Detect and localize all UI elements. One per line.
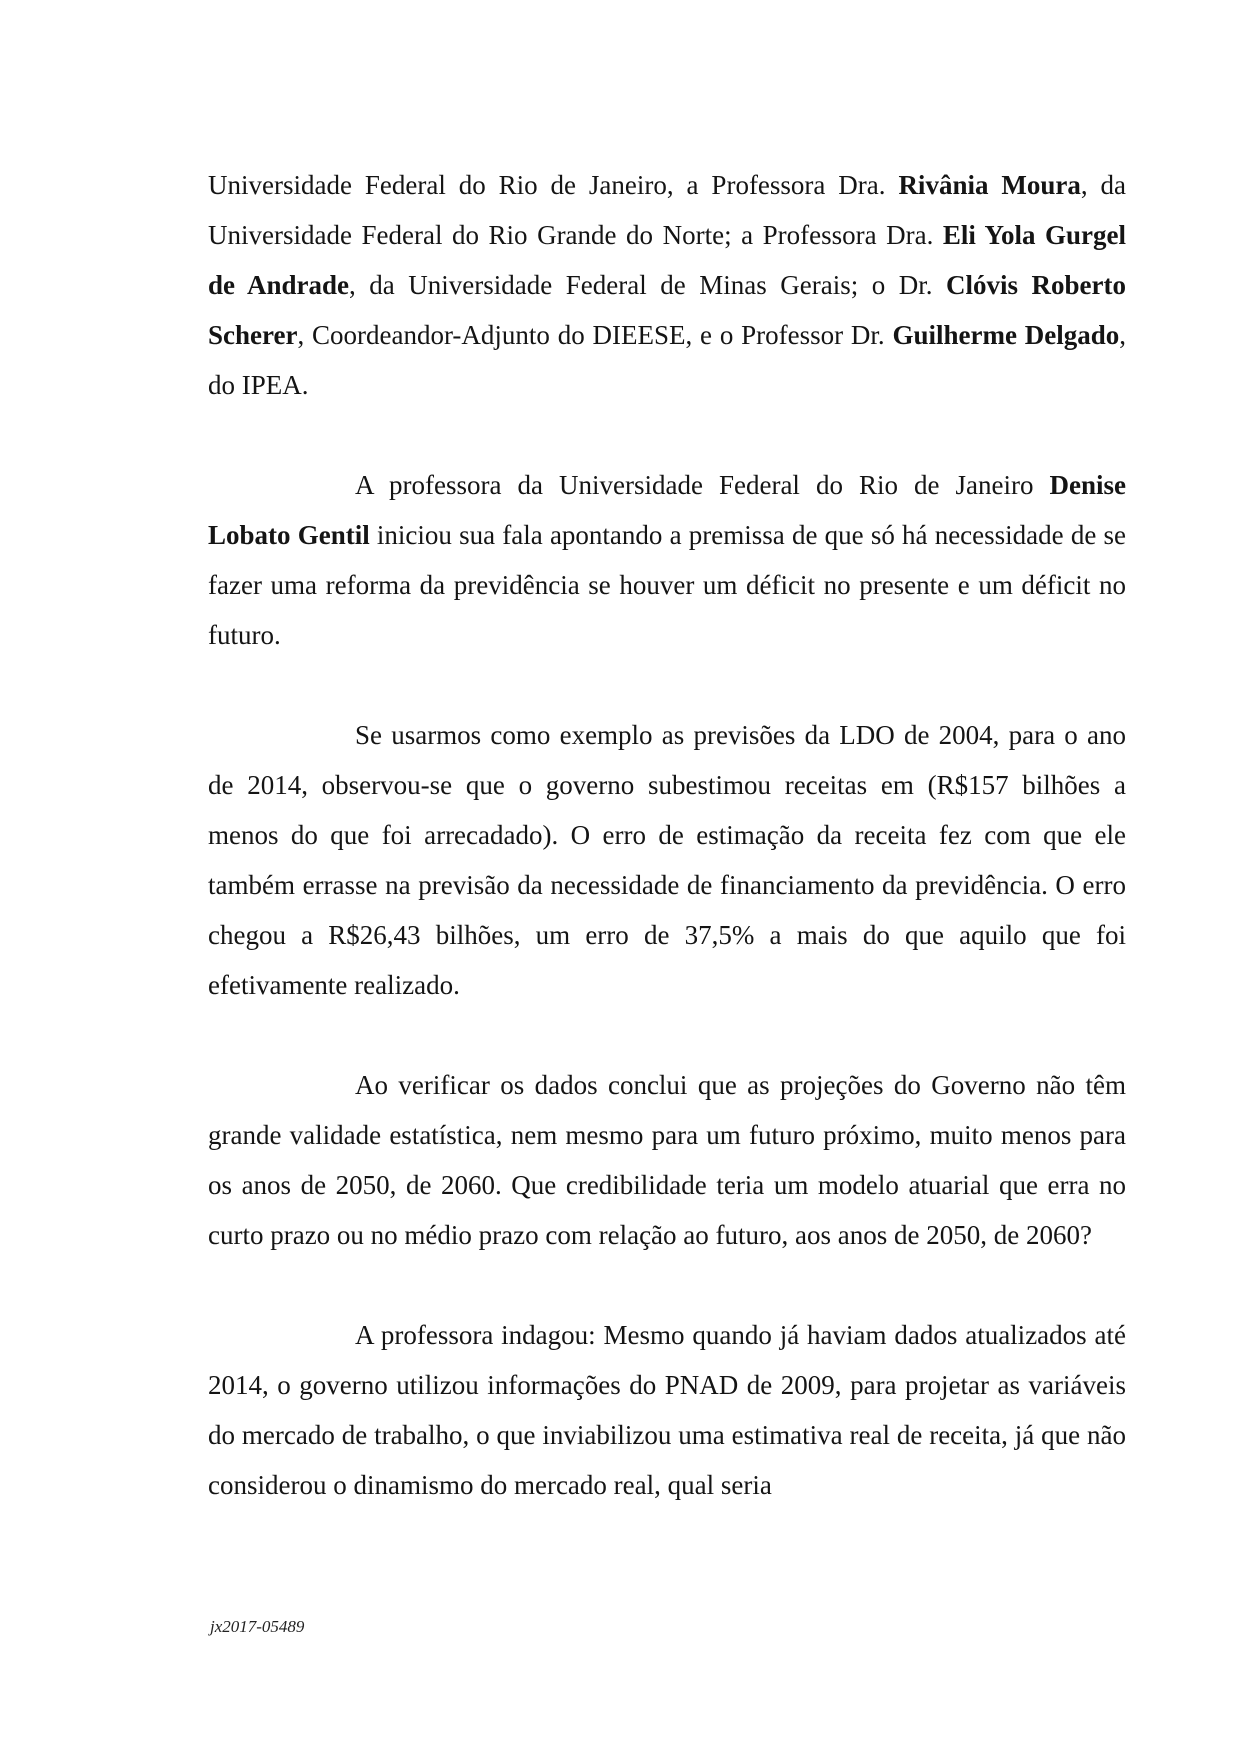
paragraph-text: A professora indagou: Mesmo quando já haviam dados atualizados até 2014, o governo utilizou informações do PNAD de 2009, para projetar as variáveis do mercado de trabalho, o que inviabilizou uma estimativa real de receita, já que não considerou o dinamismo do mercado real, qual seria [208,1320,1126,1500]
speaker-name: Clóvis Roberto Scherer [208,270,1126,350]
paragraph-5 [208,1310,1126,1510]
paragraph-4 [208,1060,1126,1260]
paragraph-3 [208,710,1126,1010]
paragraph-text: iniciou sua fala apontando a premissa de que só há necessidade de se fazer uma reforma da previdência se houver um déficit no presente e um déficit no futuro. [208,520,1126,650]
paragraph-text: A professora da Universidade Federal do Rio de Janeiro [355,470,1050,500]
speaker-name: Eli Yola Gurgel de Andrade [208,220,1126,300]
document-body [208,160,1126,1510]
paragraph-text: Ao verificar os dados conclui que as projeções do Governo não têm grande validade estatística, nem mesmo para um futuro próximo, muito menos para os anos de 2050, de 2060. Que credibilidade teria um modelo atuarial que erra no curto prazo ou no médio prazo com relação ao futuro, aos anos de 2050, de 2060? [208,1070,1126,1250]
paragraph-text: Se usarmos como exemplo as previsões da LDO de 2004, para o ano de 2014, observou-se que o governo subestimou receitas em (R$157 bilhões a menos do que foi arrecadado). O erro de estimação da receita fez com que ele também errasse na previsão da necessidade de financiamento da previdência. O erro chegou a R$26,43 bilhões, um erro de 37,5% a mais do que aquilo que foi efetivamente realizado. [208,720,1126,1000]
paragraph-text: , da Universidade Federal de Minas Gerais; o Dr. [349,270,946,300]
speaker-name: Guilherme Delgado [892,320,1120,350]
paragraph-2 [208,460,1126,660]
paragraph-text: Universidade Federal do Rio de Janeiro, a Professora Dra. [208,170,899,200]
speaker-name: Denise Lobato Gentil [208,470,1126,550]
paragraph-1 [208,160,1126,410]
paragraph-text: , da Universidade Federal do Rio Grande do Norte; a Professora Dra. [208,170,1126,250]
document-code: jx2017-05489 [210,1617,305,1636]
paragraph-text: , Coordeandor-Adjunto do DIEESE, e o Professor Dr. [297,320,893,350]
paragraph-text: , do IPEA. [208,320,1126,400]
speaker-name: Rivânia Moura [898,170,1081,200]
